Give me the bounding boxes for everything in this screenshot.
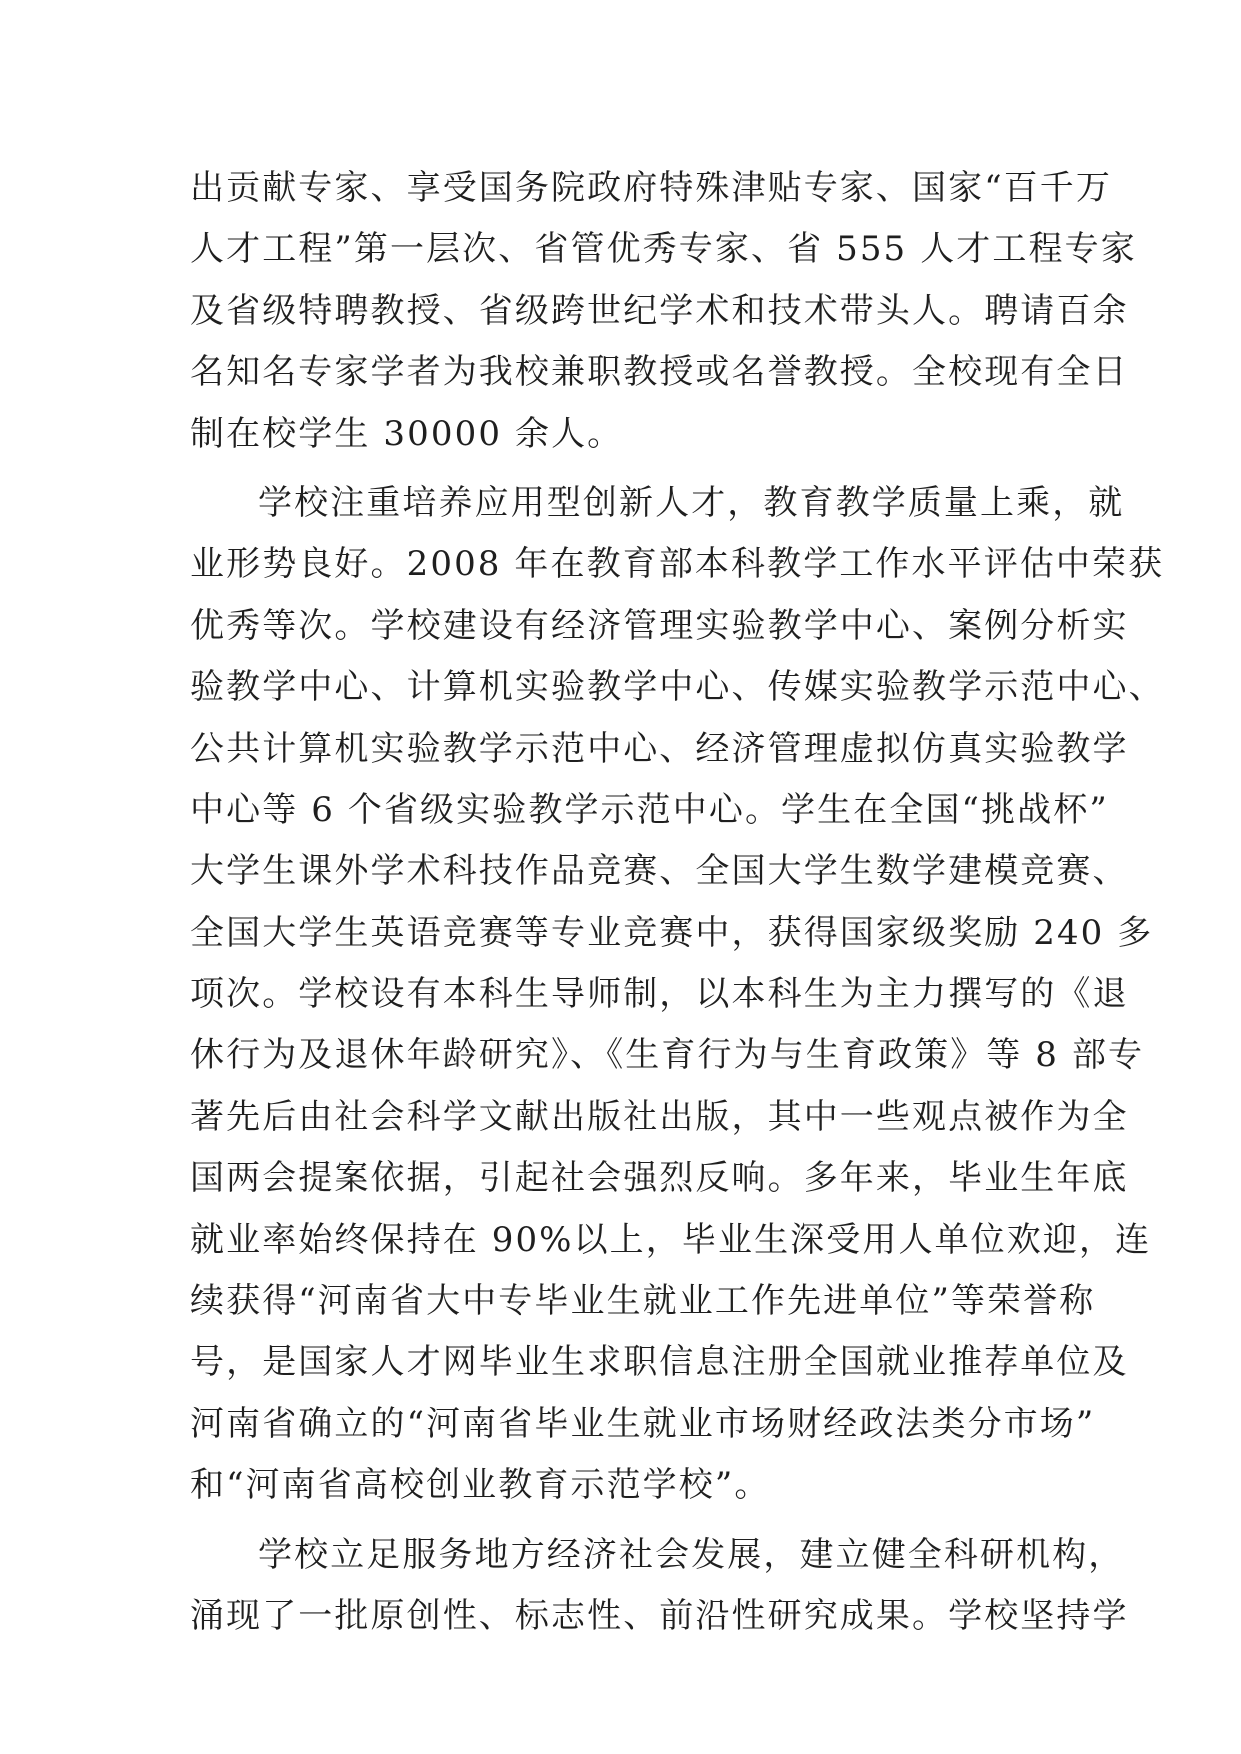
text-line: 公共计算机实验教学示范中心、经济管理虚拟仿真实验教学 [190,728,1129,769]
text-line: 项次。学校设有本科生导师制，以本科生为主力撰写的《退 [190,974,1129,1015]
text-line: 中心等 6 个省级实验教学示范中心。学生在全国“挑战杯” [190,789,1109,830]
text-line: 验教学中心、计算机实验教学中心、传媒实验教学示范中心、 [190,667,1165,708]
text-line: 名知名专家学者为我校兼职教授或名誉教授。全校现有全日 [190,352,1129,393]
text-line: 续获得“河南省大中专毕业生就业工作先进单位”等荣誉称 [190,1281,1096,1322]
text-line: 优秀等次。学校建设有经济管理实验教学中心、案例分析实 [190,605,1129,646]
paragraph-first-line: 学校注重培养应用型创新人才，教育教学质量上乘，就 [258,482,1125,523]
text-line: 号，是国家人才网毕业生求职信息注册全国就业推荐单位及 [190,1342,1129,1383]
text-line: 涌现了一批原创性、标志性、前沿性研究成果。学校坚持学 [190,1595,1129,1636]
text-line: 及省级特聘教授、省级跨世纪学术和技术带头人。聘请百余 [190,290,1129,331]
text-line: 制在校学生 30000 余人。 [190,413,624,454]
text-line: 休行为及退休年龄研究》、《生育行为与生育政策》等 8 部专 [190,1035,1145,1076]
text-line: 大学生课外学术科技作品竞赛、全国大学生数学建模竞赛、 [190,851,1129,892]
paragraph-first-line: 学校立足服务地方经济社会发展，建立健全科研机构， [258,1534,1125,1575]
body-text [190,158,1165,1647]
text-line: 著先后由社会科学文献出版社出版，其中一些观点被作为全 [190,1096,1129,1137]
text-line: 全国大学生英语竞赛等专业竞赛中，获得国家级奖励 240 多 [190,912,1154,953]
text-line: 业形势良好。2008 年在教育部本科教学工作水平评估中荣获 [190,544,1165,585]
text-line: 和“河南省高校创业教育示范学校”。 [190,1465,771,1506]
text-line: 出贡献专家、享受国务院政府特殊津贴专家、国家“百千万 [190,168,1112,208]
text-line: 国两会提案依据，引起社会强烈反响。多年来，毕业生年底 [190,1158,1129,1199]
text-line: 就业率始终保持在 90%以上，毕业生深受用人单位欢迎，连 [190,1219,1152,1260]
text-line: 人才工程”第一层次、省管优秀专家、省 555 人才工程专家 [190,229,1137,270]
text-line: 河南省确立的“河南省毕业生就业市场财经政法类分市场” [190,1403,1096,1444]
